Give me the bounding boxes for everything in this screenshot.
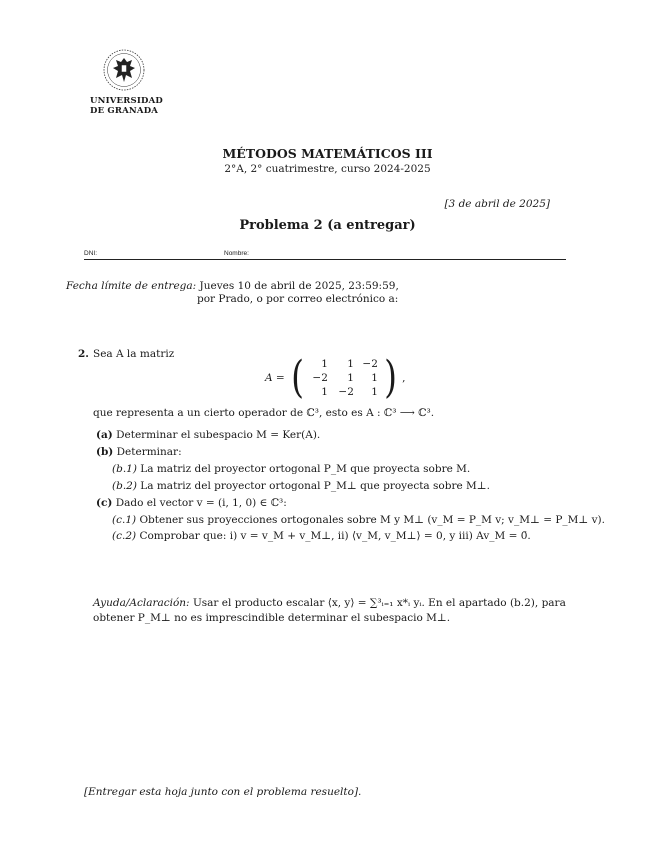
- form-line: [84, 259, 566, 260]
- item-c-text: Dado el vector v = (i, 1, 0) ∈ ℂ³:: [115, 497, 287, 509]
- university-line-1: UNIVERSIDAD: [90, 96, 163, 106]
- operator-statement: que representa a un cierto operador de ℂ³, esto es A : ℂ³ ⟶ ℂ³.: [93, 407, 435, 419]
- matrix-cell: 1: [371, 386, 378, 398]
- item-a-label: (a): [96, 429, 113, 441]
- item-b1: [112, 462, 470, 477]
- matrix-label: A =: [265, 372, 285, 384]
- help-label: Ayuda/Aclaración:: [93, 597, 190, 609]
- matrix-comma: ,: [402, 372, 406, 384]
- item-b1-text: La matriz del proyector ortogonal P_M que proyecta sobre M.: [140, 463, 471, 475]
- university-crest: [102, 48, 146, 92]
- item-b2: [112, 479, 490, 494]
- item-b2-text: La matriz del proyector ortogonal P_M⊥ que proyecta sobre M⊥.: [140, 480, 490, 492]
- help-text: Usar el producto escalar ⟨x, y⟩ = ∑³ᵢ₌₁ x*ᵢ yᵢ. En el apartado (b.2), para obtener P_M⊥ no es imprescindible determinar el subespacio M⊥.: [93, 597, 566, 624]
- item-c1: [112, 513, 605, 528]
- matrix-cell: 1: [321, 358, 328, 370]
- matrix-cell: 1: [347, 358, 354, 370]
- right-paren: ): [384, 352, 397, 403]
- help-note: [93, 596, 573, 626]
- deadline-label: Fecha límite de entrega:: [66, 280, 197, 292]
- matrix-cell: 1: [321, 386, 328, 398]
- matrix-A: [265, 354, 405, 402]
- item-b2-label: (b.2): [112, 480, 137, 492]
- deadline-line-2: por Prado, o por correo electrónico a:: [197, 293, 399, 305]
- question-intro: Sea A la matriz: [93, 348, 175, 360]
- matrix-cell: −2: [362, 358, 378, 370]
- footer-note: [Entregar esta hoja junto con el problema resuelto].: [84, 786, 362, 798]
- item-b1-label: (b.1): [112, 463, 137, 475]
- matrix-cell: −2: [338, 386, 354, 398]
- dni-label: DNI:: [84, 250, 97, 257]
- name-label: Nombre:: [224, 250, 249, 257]
- matrix-grid: [306, 358, 382, 398]
- item-c: [96, 496, 287, 511]
- university-line-2: DE GRANADA: [90, 106, 159, 116]
- problem-title: Problema 2 (a entregar): [239, 218, 416, 233]
- item-b: [96, 445, 182, 460]
- item-c1-text: Obtener sus proyecciones ortogonales sobre M y M⊥ (v_M = P_M v; v_M⊥ = P_M⊥ v).: [139, 514, 605, 526]
- matrix-cell: 1: [371, 372, 378, 384]
- item-c1-label: (c.1): [112, 514, 137, 526]
- deadline: [66, 279, 399, 294]
- university-name: [90, 96, 163, 116]
- item-a-text: Determinar el subespacio M = Ker(A).: [116, 429, 321, 441]
- matrix-cell: −2: [312, 372, 328, 384]
- left-paren: (: [290, 352, 304, 403]
- course-subtitle: 2°A, 2° cuatrimestre, curso 2024-2025: [224, 163, 431, 175]
- item-b-text: Determinar:: [116, 446, 182, 458]
- course-title: MÉTODOS MATEMÁTICOS III: [222, 146, 433, 161]
- item-b-label: (b): [96, 446, 114, 458]
- matrix-cell: 1: [347, 372, 354, 384]
- item-c2-text: Comprobar que: i) v = v_M + v_M⊥, ii) ⟨v_M, v_M⊥⟩ = 0, y iii) Av_M = 0̄.: [139, 530, 531, 542]
- issue-date: [3 de abril de 2025]: [444, 198, 550, 210]
- item-c2: [112, 529, 531, 544]
- item-a: [96, 428, 320, 443]
- item-c-label: (c): [96, 497, 113, 509]
- question-number: 2.: [78, 348, 89, 360]
- item-c2-label: (c.2): [112, 530, 137, 542]
- deadline-line-1: Jueves 10 de abril de 2025, 23:59:59,: [199, 280, 399, 292]
